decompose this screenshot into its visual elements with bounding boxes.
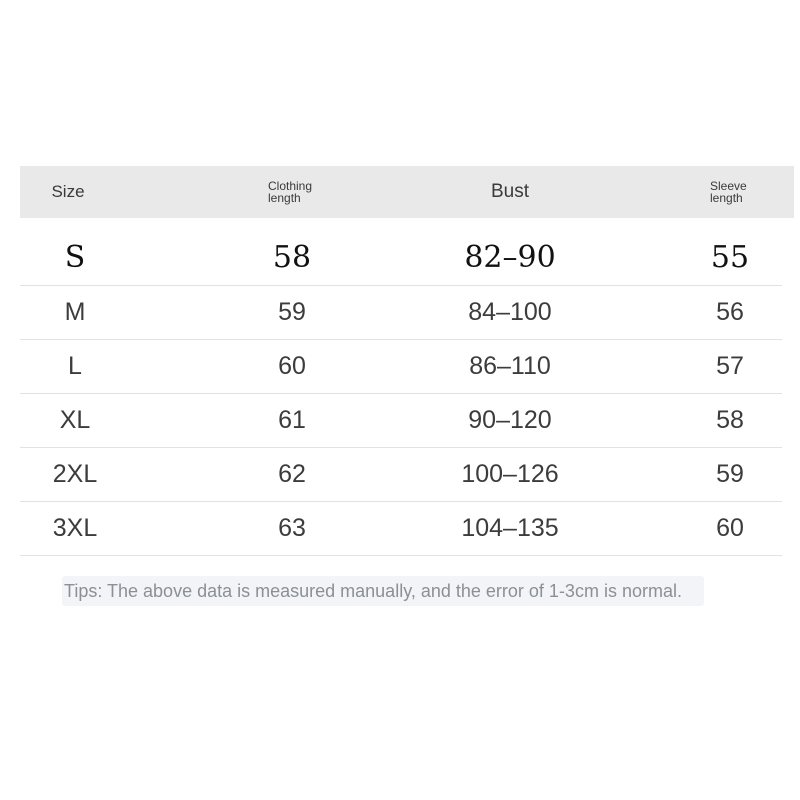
cell-bust: 86–110	[469, 352, 551, 380]
cell-clothing-length: 63	[278, 514, 306, 542]
cell-size: 3XL	[52, 514, 98, 542]
cell-sleeve-length: 60	[716, 514, 744, 542]
cell-bust: 82–90	[464, 240, 556, 275]
size-chart-table	[20, 166, 794, 542]
cell-clothing-length: 58	[272, 240, 312, 275]
measurement-tips: Tips: The above data is measured manually, and the error of 1-3cm is normal.	[62, 576, 704, 606]
table-row	[20, 340, 782, 394]
table-header	[20, 166, 794, 218]
table-row	[20, 286, 782, 340]
cell-size: 2XL	[52, 460, 98, 488]
cell-sleeve-length: 58	[716, 406, 744, 434]
cell-bust: 104–135	[461, 514, 559, 542]
cell-size: XL	[59, 406, 91, 434]
cell-sleeve-length: 55	[710, 240, 750, 275]
cell-size: L	[68, 352, 82, 380]
cell-clothing-length: 61	[278, 406, 306, 434]
header-sleeve-length-line1: Sleeve	[710, 179, 747, 193]
header-bust: Bust	[490, 181, 530, 202]
cell-clothing-length: 62	[278, 460, 306, 488]
cell-size: S	[64, 240, 86, 275]
cell-bust: 84–100	[468, 298, 552, 326]
cell-clothing-length: 59	[278, 298, 306, 326]
cell-bust: 100–126	[461, 460, 559, 488]
header-clothing-length-line1: Clothing	[268, 179, 313, 193]
cell-sleeve-length: 57	[716, 352, 744, 380]
cell-size: M	[64, 298, 86, 326]
header-sleeve-length	[690, 166, 790, 218]
header-clothing-length-line2: length	[268, 191, 301, 205]
cell-sleeve-length: 59	[716, 460, 744, 488]
cell-clothing-length: 60	[278, 352, 306, 380]
table-row	[20, 394, 782, 448]
table-body	[20, 230, 782, 556]
header-size: Size	[51, 182, 85, 201]
table-row	[20, 230, 782, 286]
cell-bust: 90–120	[468, 406, 552, 434]
table-row	[20, 448, 782, 502]
header-clothing-length	[240, 166, 344, 218]
table-row	[20, 502, 782, 556]
cell-sleeve-length: 56	[716, 298, 744, 326]
header-sleeve-length-line2: length	[710, 191, 743, 205]
